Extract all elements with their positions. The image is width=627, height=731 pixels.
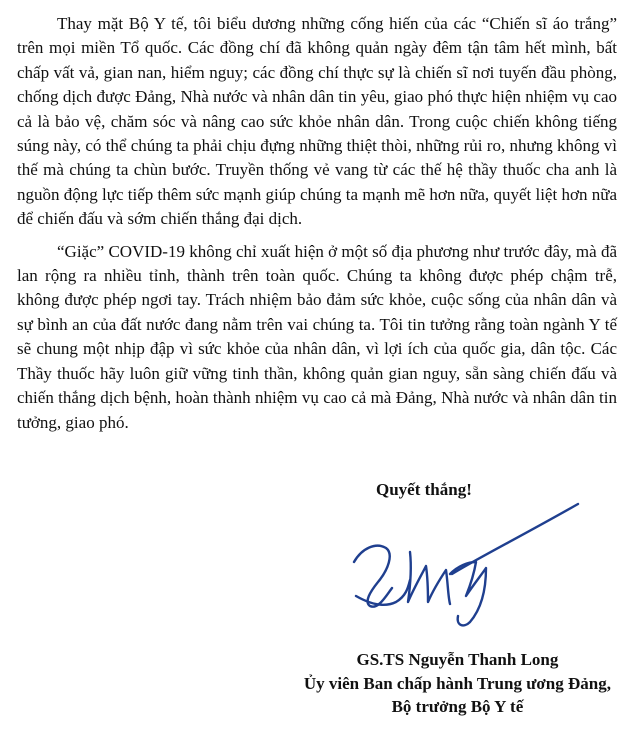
closing-line: Quyết thắng! <box>376 480 472 499</box>
paragraph-1: Thay mặt Bộ Y tế, tôi biểu dương những cống hiến của các “Chiến sĩ áo trắng” trên mọi miền Tổ quốc. Các đồng chí đã không quản ngày đêm tận tâm hết mình, bất chấp vất vả, gian nan, hiểm nguy; các đồng chí thực sự là chiến sĩ nơi tuyến đầu phòng, chống dịch được Đảng, Nhà nước và nhân dân tin yêu, giao phó thực hiện nhiệm vụ cao cả là bảo vệ, chăm sóc và nâng cao sức khỏe nhân dân. Trong cuộc chiến không tiếng súng này, có thể chúng ta phải chịu đựng những thiệt thòi, những rủi ro, nhưng không vì thế mà chúng ta chùn bước. Truyền thống vẻ vang từ các thế hệ thầy thuốc cha anh là nguồn động lực tiếp thêm sức mạnh giúp chúng ta mạnh mẽ hơn nữa, quyết liệt hơn nữa để chiến đấu và sớm chiến thắng đại dịch. <box>17 14 617 229</box>
handwritten-signature <box>348 492 584 632</box>
paragraph-2: “Giặc” COVID-19 không chỉ xuất hiện ở một số địa phương như trước đây, mà đã lan rộng ra nhiều tỉnh, thành trên toàn quốc. Chúng ta không được phép chậm trễ, không được phép ngơi tay. Trách nhiệm bảo đảm sức khỏe, cuộc sống của nhân dân và sự bình an của đất nước đang nằm trên vai chúng ta. Tôi tin tưởng rằng toàn ngành Y tế sẽ chung một nhịp đập vì sức khỏe của nhân dân, vì lợi ích của quốc gia, dân tộc. Các Thầy thuốc hãy luôn giữ vững tinh thần, không quản gian nguy, sẵn sàng chiến đấu và chiến thắng dịch bệnh, hoàn thành nhiệm vụ cao cả mà Đảng, Nhà nước và nhân dân tin tưởng, giao phó. <box>17 241 617 432</box>
signer-title-line-1: Ủy viên Ban chấp hành Trung ương Đảng, <box>303 673 611 693</box>
letter-body <box>17 12 617 435</box>
signer-title-line-2: Bộ trưởng Bộ Y tế <box>391 697 524 716</box>
signer-name: GS.TS Nguyễn Thanh Long <box>356 650 559 669</box>
signer-block <box>304 648 611 719</box>
